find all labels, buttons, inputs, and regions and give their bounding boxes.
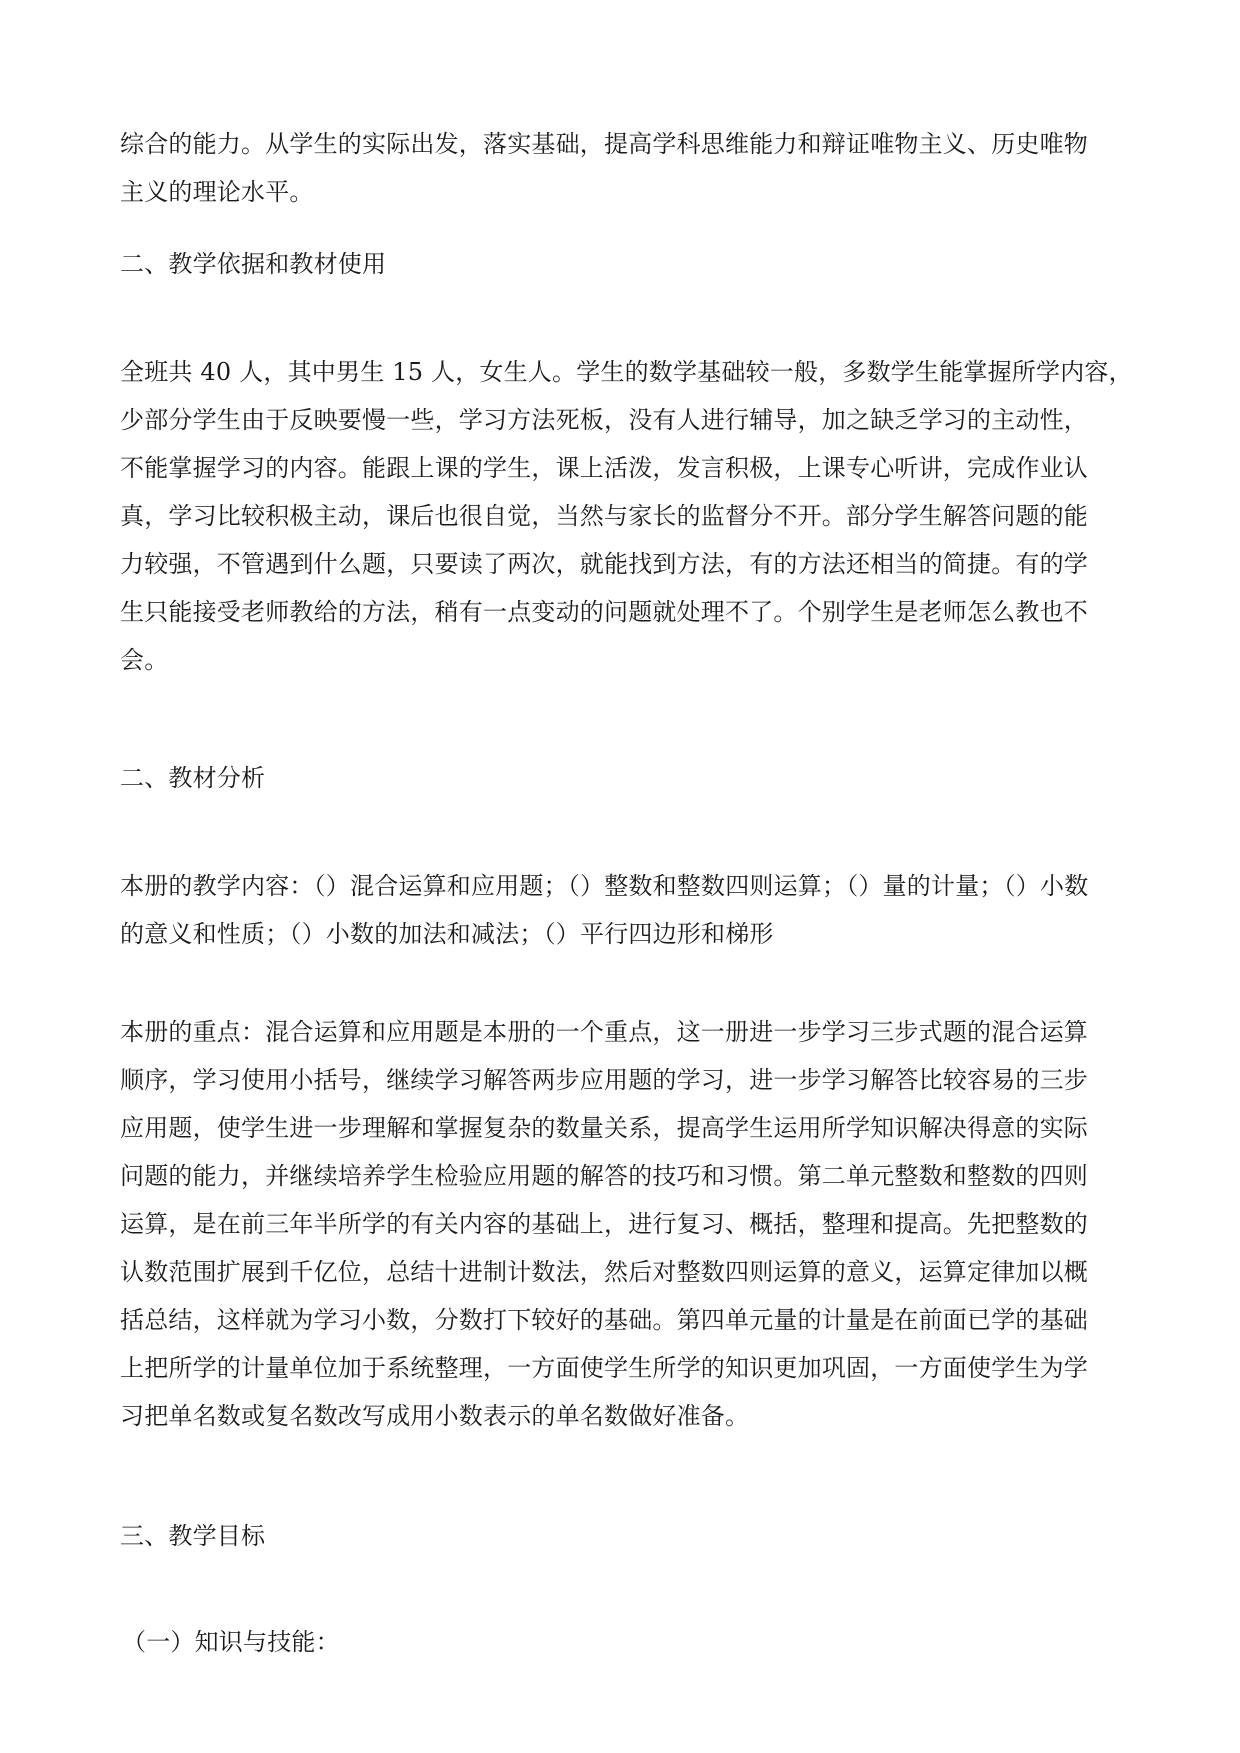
text-line: 主义的理论水平。	[120, 178, 314, 206]
class-situation-paragraph	[120, 348, 1133, 684]
subsection-heading-knowledge-skills: （一）知识与技能：	[122, 1628, 340, 1656]
text-line: 认数范围扩展到千亿位，总结十进制计数法，然后对整数四则运算的意义，运算定律加以概	[120, 1258, 1088, 1286]
intro-continuation-paragraph	[120, 120, 1130, 216]
text-line: 本册的重点：混合运算和应用题是本册的一个重点，这一册进一步学习三步式题的混合运算	[120, 1018, 1088, 1046]
text-line: 的意义和性质；（）小数的加法和减法；（）平行四边形和梯形	[120, 920, 774, 948]
text-line: 应用题，使学生进一步理解和掌握复杂的数量关系，提高学生运用所学知识解决得意的实际	[120, 1114, 1088, 1142]
key-points-paragraph	[120, 1008, 1130, 1440]
section-heading-goals: 三、教学目标	[120, 1522, 266, 1550]
text-line: 综合的能力。从学生的实际出发，落实基础，提高学科思维能力和辩证唯物主义、历史唯物	[120, 130, 1088, 158]
text-line: 问题的能力，并继续培养学生检验应用题的解答的技巧和习惯。第二单元整数和整数的四则	[120, 1162, 1088, 1190]
text-line: 习把单名数或复名数改写成用小数表示的单名数做好准备。	[120, 1402, 750, 1430]
text-line: 上把所学的计量单位加于系统整理，一方面使学生所学的知识更加巩固，一方面使学生为学	[120, 1354, 1088, 1382]
content-list-paragraph	[120, 862, 1130, 958]
text-line: 运算，是在前三年半所学的有关内容的基础上，进行复习、概括，整理和提高。先把整数的	[120, 1210, 1088, 1238]
section-heading-basis: 二、教学依据和教材使用	[120, 250, 387, 278]
text-line: 真，学习比较积极主动，课后也很自觉，当然与家长的监督分不开。部分学生解答问题的能	[120, 502, 1088, 530]
text-line: 不能掌握学习的内容。能跟上课的学生，课上活泼，发言积极，上课专心听讲，完成作业认	[120, 454, 1088, 482]
text-line: 本册的教学内容：（）混合运算和应用题；（）整数和整数四则运算；（）量的计量；（）小数	[120, 872, 1089, 900]
text-line: 括总结，这样就为学习小数，分数打下较好的基础。第四单元量的计量是在前面已学的基础	[120, 1306, 1088, 1334]
section-heading-analysis: 二、教材分析	[120, 764, 266, 792]
text-line: 生只能接受老师教给的方法，稍有一点变动的问题就处理不了。个别学生是老师怎么教也不	[120, 598, 1088, 626]
text-line: 力较强，不管遇到什么题，只要读了两次，就能找到方法，有的方法还相当的简捷。有的学	[120, 550, 1088, 578]
text-line: 会。	[120, 646, 169, 674]
text-line: 顺序，学习使用小括号，继续学习解答两步应用题的学习，进一步学习解答比较容易的三步	[120, 1066, 1088, 1094]
text-line: 少部分学生由于反映要慢一些，学习方法死板，没有人进行辅导，加之缺乏学习的主动性，	[120, 406, 1088, 434]
text-line: 全班共 40 人，其中男生 15 人，女生人。学生的数学基础较一般，多数学生能掌握所学内容，	[120, 358, 1133, 386]
